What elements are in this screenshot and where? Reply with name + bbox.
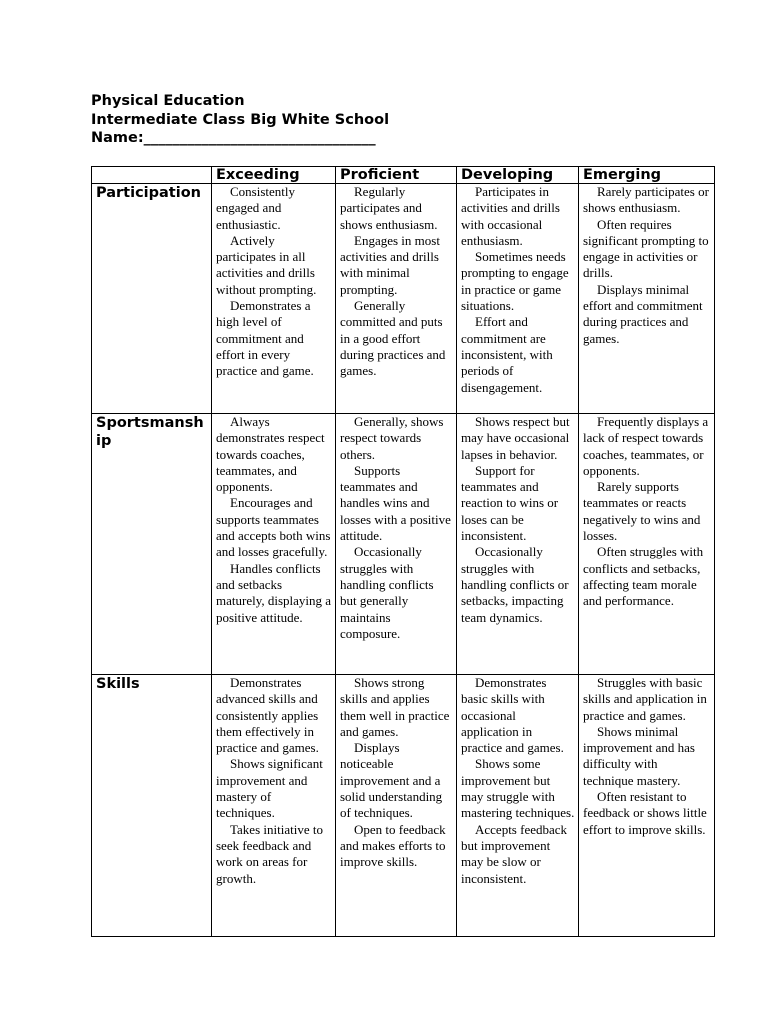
criterion-cell	[92, 675, 212, 937]
criterion-cell	[92, 184, 212, 414]
descriptor: Rarely participates or shows enthusiasm.	[583, 184, 709, 216]
descriptor: Shows some improvement but may struggle with mastering techniques.	[461, 756, 575, 821]
criterion-label: Participation	[96, 185, 201, 201]
rubric-cell	[336, 675, 457, 937]
descriptor: Actively participates in all activities and drills without prompting.	[216, 232, 317, 297]
descriptor: Often struggles with conflicts and setbacks, affecting team morale and performance.	[583, 544, 704, 609]
table-row-participation	[92, 184, 715, 414]
descriptor: Frequently displays a lack of respect towards coaches, teammates, or opponents.	[583, 414, 709, 478]
descriptor: Support for teammates and reaction to wins or loses can be inconsistent.	[461, 462, 559, 544]
subject-title: Physical Education	[91, 93, 245, 109]
descriptor: Handles conflicts and setbacks maturely, displaying a positive attitude.	[216, 560, 332, 625]
descriptor: Occasionally struggles with handling conflicts but generally maintains composure.	[340, 544, 434, 641]
column-header-emerging: Emerging	[579, 167, 715, 184]
rubric-cell	[336, 184, 457, 414]
descriptor: Shows minimal improvement and has difficulty with technique mastery.	[583, 723, 695, 788]
table-row-sportsmanship	[92, 414, 715, 675]
criterion-label: Skills	[96, 676, 140, 692]
descriptor: Encourages and supports teammates and accepts both wins and losses gracefully.	[216, 495, 331, 560]
rubric-cell	[212, 675, 336, 937]
descriptor: Displays noticeable improvement and a solid understanding of techniques.	[340, 740, 443, 821]
criterion-cell	[92, 414, 212, 675]
descriptor: Sometimes needs prompting to engage in practice or game situations.	[461, 249, 569, 314]
descriptor: Demonstrates advanced skills and consistently applies them effectively in practice and games.	[216, 675, 319, 756]
column-header-proficient: Proficient	[336, 167, 457, 184]
descriptor: Regularly participates and shows enthusiasm.	[340, 184, 438, 232]
descriptor: Shows respect but may have occasional lapses in behavior.	[461, 414, 570, 462]
descriptor: Consistently engaged and enthusiastic.	[216, 184, 296, 232]
corner-header	[92, 167, 212, 184]
criterion-label: Sportsmanship	[96, 415, 204, 449]
descriptor: Generally committed and puts in a good effort during practices and games.	[340, 298, 446, 379]
descriptor: Demonstrates basic skills with occasional application in practice and games.	[461, 675, 564, 756]
descriptor: Rarely supports teammates or reacts negatively to wins and losses.	[583, 479, 701, 544]
descriptor: Takes initiative to seek feedback and work on areas for growth.	[216, 821, 323, 886]
document-header	[91, 92, 389, 148]
descriptor: Supports teammates and handles wins and losses with a positive attitude.	[340, 462, 451, 544]
descriptor: Shows strong skills and applies them well in practice and games.	[340, 675, 450, 739]
descriptor: Displays minimal effort and commitment during practices and games.	[583, 281, 703, 346]
descriptor: Occasionally struggles with handling conflicts or setbacks, impacting team dynamics.	[461, 544, 569, 625]
rubric-cell	[212, 184, 336, 414]
rubric-cell	[457, 184, 579, 414]
rubric-cell	[457, 414, 579, 675]
rubric-table	[91, 166, 715, 937]
table-row-skills	[92, 675, 715, 937]
descriptor: Often resistant to feedback or shows little effort to improve skills.	[583, 789, 707, 837]
column-header-exceeding: Exceeding	[212, 167, 336, 184]
name-line: Name:________________________________	[91, 130, 376, 146]
descriptor: Often requires significant prompting to engage in activities or drills.	[583, 216, 709, 281]
rubric-header-row	[92, 167, 715, 184]
descriptor: Open to feedback and makes efforts to improve skills.	[340, 821, 446, 870]
rubric-cell	[579, 184, 715, 414]
descriptor: Accepts feedback but improvement may be slow or inconsistent.	[461, 821, 568, 886]
rubric-cell	[212, 414, 336, 675]
descriptor: Generally, shows respect towards others.	[340, 414, 444, 462]
class-school-line: Intermediate Class Big White School	[91, 111, 390, 128]
descriptor: Always demonstrates respect towards coaches, teammates, and opponents.	[216, 414, 325, 495]
descriptor: Participates in activities and drills with occasional enthusiasm.	[461, 184, 560, 248]
descriptor: Demonstrates a high level of commitment and effort in every practice and game.	[216, 298, 314, 379]
rubric-cell	[457, 675, 579, 937]
rubric-cell	[336, 414, 457, 675]
descriptor: Effort and commitment are inconsistent, with periods of disengagement.	[461, 314, 553, 395]
descriptor: Engages in most activities and drills with minimal prompting.	[340, 232, 440, 297]
descriptor: Shows significant improvement and mastery of techniques.	[216, 756, 323, 821]
rubric-cell	[579, 414, 715, 675]
column-header-developing: Developing	[457, 167, 579, 184]
rubric-cell	[579, 675, 715, 937]
descriptor: Struggles with basic skills and application in practice and games.	[583, 675, 707, 723]
